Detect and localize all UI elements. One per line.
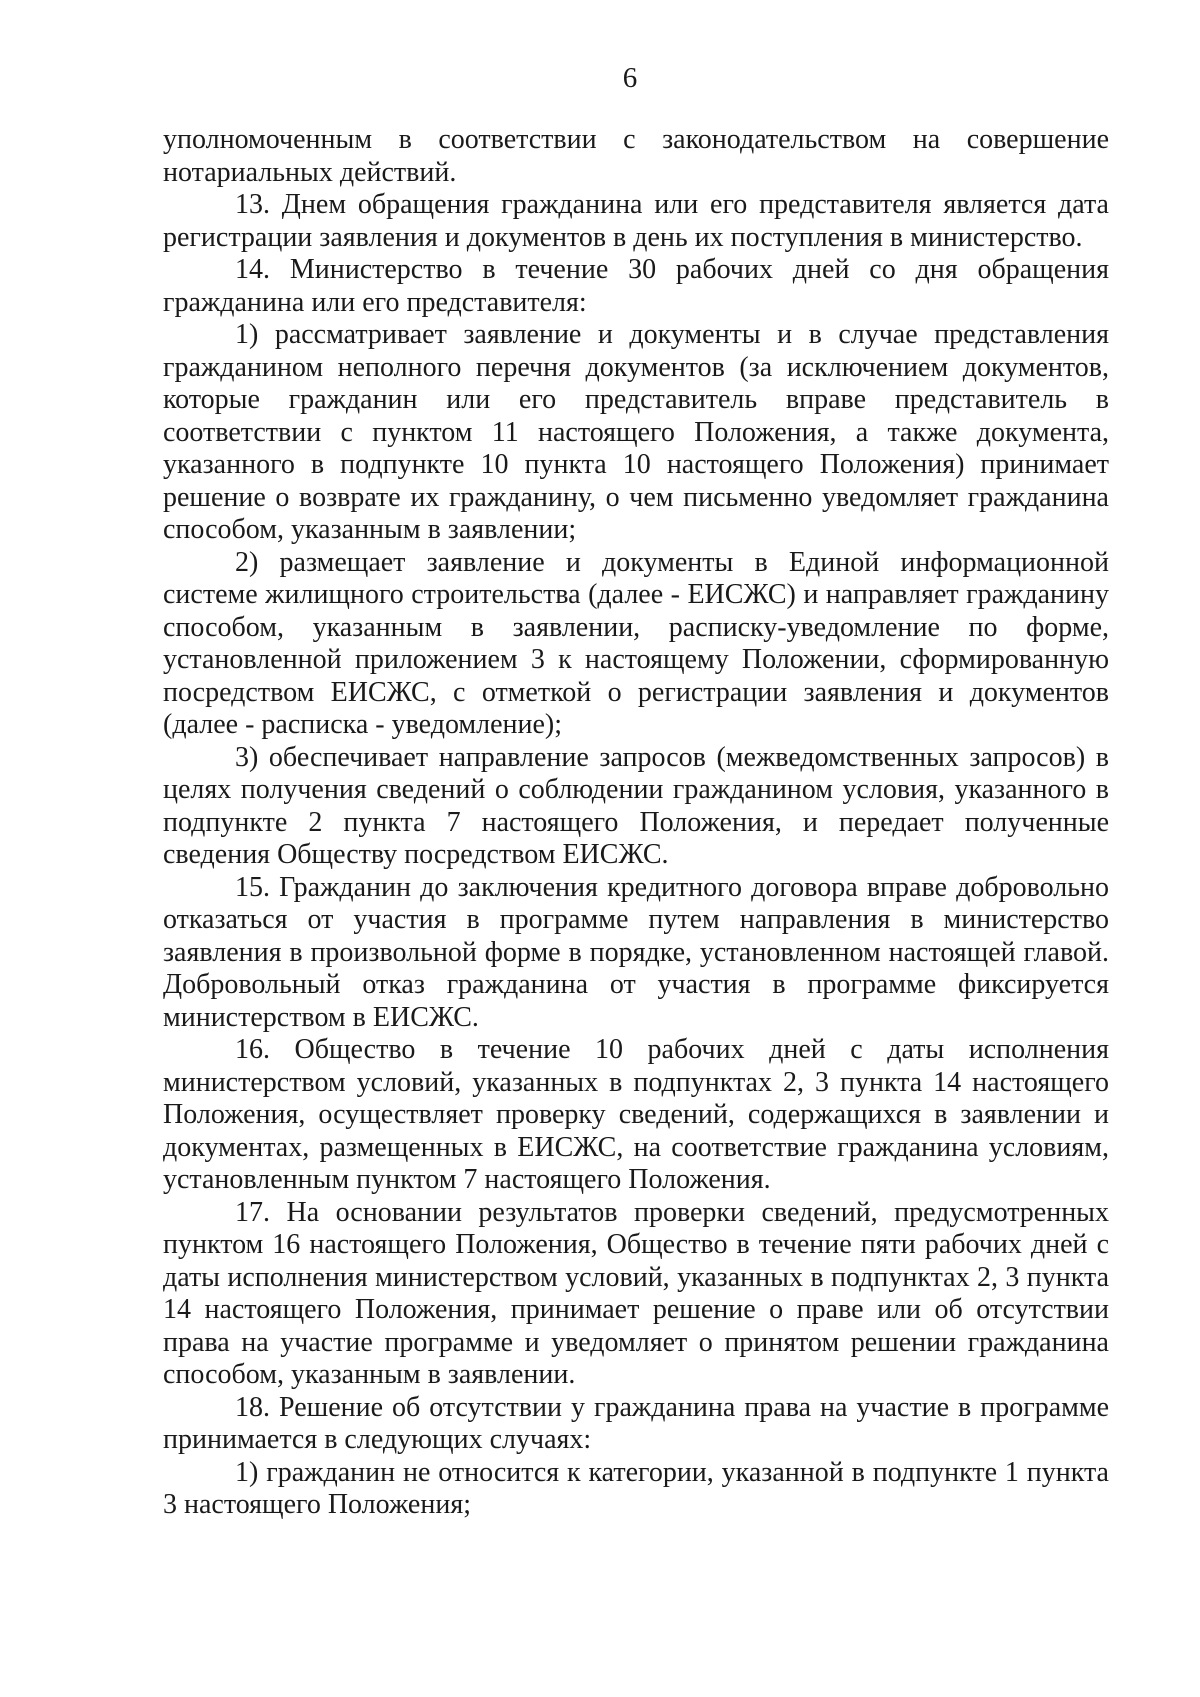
paragraph-item-14-2: 2) размещает заявление и документы в Единой информационной системе жилищного строительства (далее - ЕИСЖС) и направляет гражданину способом, указанным в заявлении, расписку-уведомление по форме, установленной приложением 3 к настоящему Положении, сформированную посредством ЕИСЖС, с отметкой о регистрации заявления и документов (далее - расписка - уведомление); bbox=[163, 546, 1109, 740]
paragraph-item-15: 15. Гражданин до заключения кредитного договора вправе добровольно отказаться от участия в программе путем направления в министерство заявления в произвольной форме в порядке, установленном настоящей главой. Добровольный отказ гражданина от участия в программе фиксируется министерством в ЕИСЖС. bbox=[163, 871, 1109, 1033]
paragraph-item-13: 13. Днем обращения гражданина или его представителя является дата регистрации заявления и документов в день их поступления в министерство. bbox=[163, 189, 1109, 253]
paragraph-item-16: 16. Общество в течение 10 рабочих дней с даты исполнения министерством условий, указанных в подпунктах 2, 3 пункта 14 настоящего Положения, осуществляет проверку сведений, содержащихся в заявлении и документах, размещенных в ЕИСЖС, на соответствие гражданина условиям, установленным пунктом 7 настоящего Положения. bbox=[163, 1034, 1109, 1195]
document-body bbox=[163, 124, 1109, 1522]
paragraph-item-18: 18. Решение об отсутствии у гражданина права на участие в программе принимается в следующих случаях: bbox=[163, 1391, 1109, 1455]
paragraph-item-18-1: 1) гражданин не относится к категории, указанной в подпункте 1 пункта 3 настоящего Положения; bbox=[163, 1456, 1109, 1520]
paragraph-item-14: 14. Министерство в течение 30 рабочих дней со дня обращения гражданина или его представителя: bbox=[163, 254, 1109, 318]
paragraph-item-17: 17. На основании результатов проверки сведений, предусмотренных пунктом 16 настоящего Положения, Общество в течение пяти рабочих дней с даты исполнения министерством условий, указанных в подпунктах 2, 3 пункта 14 настоящего Положения, принимает решение о праве или об отсутствии права на участие программе и уведомляет о принятом решении гражданина способом, указанным в заявлении. bbox=[163, 1196, 1109, 1390]
paragraph-continuation: уполномоченным в соответствии с законодательством на совершение нотариальных действий. bbox=[163, 124, 1109, 188]
paragraph-item-14-3: 3) обеспечивает направление запросов (межведомственных запросов) в целях получения сведений о соблюдении гражданином условия, указанного в подпункте 2 пункта 7 настоящего Положения, и передает полученные сведения Обществу посредством ЕИСЖС. bbox=[163, 741, 1109, 870]
page-number: 6 bbox=[622, 62, 638, 94]
paragraph-item-14-1: 1) рассматривает заявление и документы и в случае представления гражданином неполного перечня документов (за исключением документов, которые гражданин или его представитель вправе представитель в соответствии с пунктом 11 настоящего Положения, а также документа, указанного в подпункте 10 пункта 10 настоящего Положения) принимает решение о возврате их гражданину, о чем письменно уведомляет гражданина способом, указанным в заявлении; bbox=[163, 319, 1109, 545]
